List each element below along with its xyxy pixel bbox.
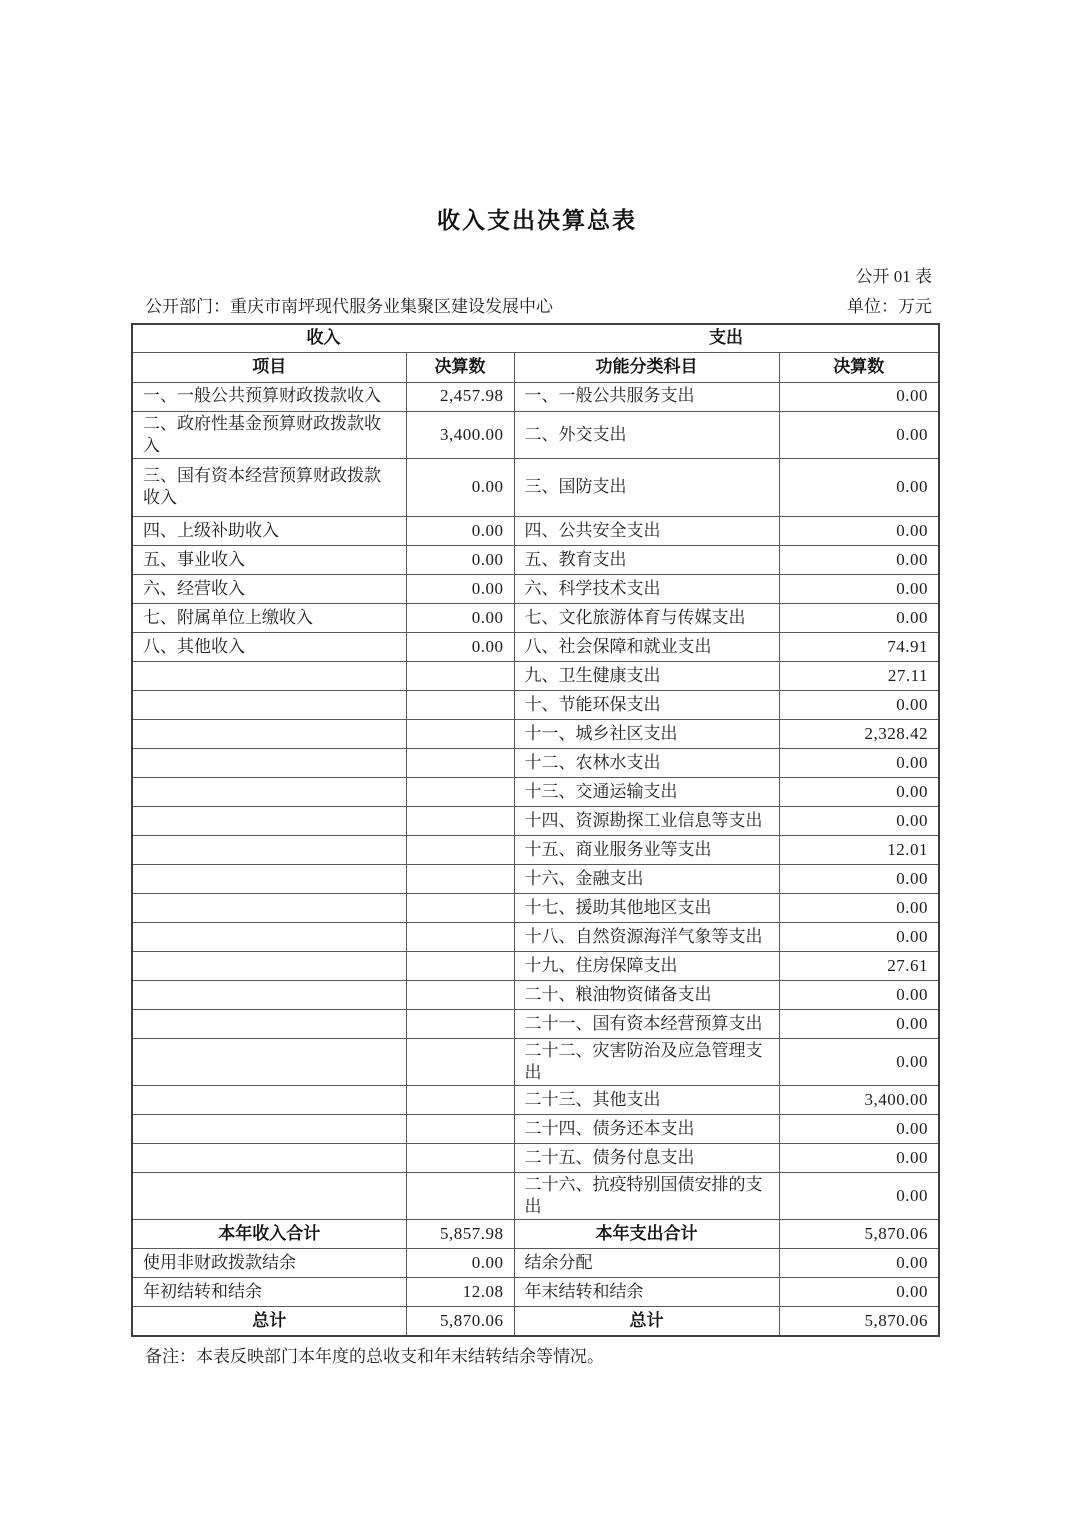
expense-item-cell: 二、外交支出 [514,411,779,458]
income-item-cell [132,1114,406,1143]
income-item-cell [132,719,406,748]
expense-item-cell: 四、公共安全支出 [514,516,779,545]
expense-item-cell: 十九、住房保障支出 [514,951,779,980]
income-item-cell [132,690,406,719]
income-value-cell: 3,400.00 [406,411,514,458]
column-header-row [132,352,939,382]
expense-value-cell: 0.00 [779,1009,939,1038]
expense-item-cell: 五、教育支出 [514,545,779,574]
table-row [132,835,939,864]
income-summary-label-cell: 总计 [132,1307,406,1336]
expense-value-cell: 0.00 [779,922,939,951]
expense-item-cell: 七、文化旅游体育与传媒支出 [514,603,779,632]
income-value-cell: 0.00 [406,632,514,661]
table-row [132,545,939,574]
income-item-cell: 八、其他收入 [132,632,406,661]
income-value-cell [406,835,514,864]
table-row [132,748,939,777]
expense-value-cell: 0.00 [779,690,939,719]
expense-value-cell: 27.61 [779,951,939,980]
page-title: 收入支出决算总表 [437,207,637,233]
table-row [132,806,939,835]
expense-value-cell: 0.00 [779,980,939,1009]
income-value-cell [406,1172,514,1219]
expense-item-cell: 十七、援助其他地区支出 [514,893,779,922]
expense-item-cell: 十、节能环保支出 [514,690,779,719]
income-item-cell [132,1143,406,1172]
income-item-cell [132,1085,406,1114]
table-row [132,864,939,893]
income-value-cell [406,1085,514,1114]
footnote: 备注：本表反映部门本年度的总收支和年末结转结余等情况。 [145,1346,604,1366]
income-item-cell [132,1009,406,1038]
table-row [132,893,939,922]
expense-summary-label-cell: 年末结转和结余 [514,1278,779,1307]
expense-item-cell: 二十四、债务还本支出 [514,1114,779,1143]
expense-item-cell: 十六、金融支出 [514,864,779,893]
income-item-cell [132,864,406,893]
expense-value-cell: 0.00 [779,603,939,632]
expense-item-cell: 十二、农林水支出 [514,748,779,777]
income-value-cell [406,661,514,690]
income-item-cell [132,951,406,980]
income-summary-value-cell: 0.00 [406,1249,514,1278]
summary-row [132,1249,939,1278]
table-row [132,1114,939,1143]
table-row [132,922,939,951]
summary-row [132,1220,939,1249]
income-value-cell [406,893,514,922]
table-row [132,458,939,516]
expense-value-cell: 0.00 [779,1143,939,1172]
expense-item-cell: 二十五、债务付息支出 [514,1143,779,1172]
expense-value-cell: 0.00 [779,545,939,574]
expense-group-header: 支出 [514,324,939,352]
expense-value-cell: 0.00 [779,1172,939,1219]
summary-row [132,1278,939,1307]
expense-value-cell: 3,400.00 [779,1085,939,1114]
expense-item-cell: 十八、自然资源海洋气象等支出 [514,922,779,951]
expense-item-cell: 九、卫生健康支出 [514,661,779,690]
expense-value-cell: 0.00 [779,1114,939,1143]
income-summary-value-cell: 12.08 [406,1278,514,1307]
table-row [132,777,939,806]
table-row [132,661,939,690]
expense-value-cell: 0.00 [779,777,939,806]
income-item-cell [132,1038,406,1085]
expense-item-cell: 二十三、其他支出 [514,1085,779,1114]
income-value-cell [406,777,514,806]
income-item-cell [132,748,406,777]
income-item-cell [132,980,406,1009]
expense-value-cell: 0.00 [779,458,939,516]
table-row [132,574,939,603]
expense-value-cell: 0.00 [779,806,939,835]
expense-value-cell: 0.00 [779,574,939,603]
expense-value-cell: 0.00 [779,516,939,545]
income-value-cell [406,690,514,719]
expense-item-cell: 三、国防支出 [514,458,779,516]
expense-item-cell: 一、一般公共服务支出 [514,382,779,411]
income-value-cell [406,951,514,980]
income-value-cell [406,1038,514,1085]
expense-item-cell: 十四、资源勘探工业信息等支出 [514,806,779,835]
table-row [132,603,939,632]
table-row [132,980,939,1009]
table-row [132,382,939,411]
income-item-cell [132,777,406,806]
document-content [131,266,938,1368]
expense-value-cell: 27.11 [779,661,939,690]
income-item-cell: 四、上级补助收入 [132,516,406,545]
expense-value-cell: 0.00 [779,748,939,777]
meta-line [131,296,938,318]
expense-summary-value-cell: 0.00 [779,1249,939,1278]
income-value-cell: 0.00 [406,545,514,574]
income-value-cell: 2,457.98 [406,382,514,411]
income-summary-value-cell: 5,870.06 [406,1307,514,1336]
income-value-cell: 0.00 [406,574,514,603]
table-row [132,1085,939,1114]
table-row [132,516,939,545]
income-item-cell [132,1172,406,1219]
table-row [132,690,939,719]
income-item-cell [132,893,406,922]
expense-value-cell: 12.01 [779,835,939,864]
income-item-header: 项目 [132,352,406,382]
income-item-cell: 一、一般公共预算财政拨款收入 [132,382,406,411]
income-item-cell: 三、国有资本经营预算财政拨款收入 [132,458,406,516]
expense-item-header: 功能分类科目 [514,352,779,382]
expense-value-cell: 0.00 [779,893,939,922]
expense-summary-label-cell: 结余分配 [514,1249,779,1278]
expense-item-cell: 二十一、国有资本经营预算支出 [514,1009,779,1038]
table-row [132,951,939,980]
expense-item-cell: 六、科学技术支出 [514,574,779,603]
income-value-cell [406,806,514,835]
expense-summary-label-cell: 本年支出合计 [514,1220,779,1249]
expense-value-cell: 74.91 [779,632,939,661]
income-summary-label-cell: 使用非财政拨款结余 [132,1249,406,1278]
table-row [132,1172,939,1219]
income-item-cell [132,835,406,864]
income-item-cell: 二、政府性基金预算财政拨款收入 [132,411,406,458]
income-value-cell [406,1114,514,1143]
income-summary-label-cell: 本年收入合计 [132,1220,406,1249]
expense-item-cell: 八、社会保障和就业支出 [514,632,779,661]
table-row [132,719,939,748]
income-value-cell [406,980,514,1009]
expense-value-cell: 0.00 [779,411,939,458]
income-value-cell: 0.00 [406,603,514,632]
table-row [132,1038,939,1085]
table-row [132,632,939,661]
income-item-cell: 五、事业收入 [132,545,406,574]
income-item-cell [132,661,406,690]
income-value-cell: 0.00 [406,516,514,545]
income-value-cell [406,748,514,777]
summary-row [132,1307,939,1336]
expense-item-cell: 十五、商业服务业等支出 [514,835,779,864]
income-summary-value-cell: 5,857.98 [406,1220,514,1249]
department-name: 重庆市南坪现代服务业集聚区建设发展中心 [230,297,553,316]
budget-summary-table [131,323,940,1337]
income-summary-label-cell: 年初结转和结余 [132,1278,406,1307]
expense-value-cell: 0.00 [779,382,939,411]
expense-summary-value-cell: 5,870.06 [779,1220,939,1249]
table-row [132,411,939,458]
unit-label: 单位：万元 [847,297,932,316]
expense-summary-value-cell: 0.00 [779,1278,939,1307]
expense-value-cell: 0.00 [779,864,939,893]
income-item-cell: 七、附属单位上缴收入 [132,603,406,632]
income-amount-header: 决算数 [406,352,514,382]
income-value-cell [406,922,514,951]
income-value-cell: 0.00 [406,458,514,516]
expense-item-cell: 二十、粮油物资储备支出 [514,980,779,1009]
expense-value-cell: 2,328.42 [779,719,939,748]
income-item-cell: 六、经营收入 [132,574,406,603]
expense-summary-value-cell: 5,870.06 [779,1307,939,1336]
expense-value-cell: 0.00 [779,1038,939,1085]
income-value-cell [406,864,514,893]
table-row [132,1009,939,1038]
expense-summary-label-cell: 总计 [514,1307,779,1336]
income-item-cell [132,922,406,951]
group-header-row [132,324,939,352]
expense-item-cell: 十三、交通运输支出 [514,777,779,806]
income-group-header: 收入 [132,324,514,352]
income-item-cell [132,806,406,835]
expense-item-cell: 二十六、抗疫特别国债安排的支出 [514,1172,779,1219]
income-value-cell [406,719,514,748]
sheet-number-label: 公开 01 表 [855,267,932,286]
income-value-cell [406,1143,514,1172]
expense-item-cell: 十一、城乡社区支出 [514,719,779,748]
income-value-cell [406,1009,514,1038]
department-line [145,296,553,318]
department-label: 公开部门： [145,297,230,316]
table-row [132,1143,939,1172]
expense-amount-header: 决算数 [779,352,939,382]
expense-item-cell: 二十二、灾害防治及应急管理支出 [514,1038,779,1085]
